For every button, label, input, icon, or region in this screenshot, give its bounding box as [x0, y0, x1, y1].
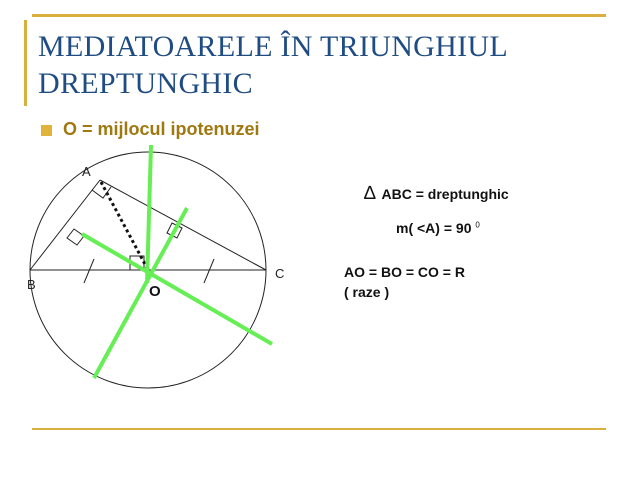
mediator-bc [147, 145, 151, 283]
title-line-1: MEDIATOARELE ÎN TRIUNGHIUL [38, 30, 508, 63]
label-b: B [27, 277, 36, 292]
tick-mark-oc [204, 259, 214, 283]
triangle-icon: ∆ [364, 183, 376, 204]
label-o: O [149, 283, 161, 300]
bullet-text: O = mijlocul ipotenuzei [63, 119, 260, 139]
right-angle-mark-ab [67, 229, 84, 245]
median-ao [101, 182, 147, 268]
radii-note: ( raze ) [344, 284, 390, 300]
title-line-2: DREPTUNGHIC [38, 67, 253, 100]
equality-statement: AO = BO = CO = R [344, 264, 465, 280]
angle-text: m( <A) = 90 [396, 220, 472, 236]
mediator-ab [82, 234, 272, 344]
side-ab [30, 180, 100, 270]
mediator-ac [94, 208, 187, 378]
angle-statement [396, 220, 480, 236]
bottom-accent-rule [32, 428, 606, 430]
degree-mark: 0 [475, 220, 480, 230]
label-a: A [82, 164, 91, 179]
label-c: C [275, 266, 285, 281]
triangle-statement [364, 183, 509, 205]
triangle-text: ABC = dreptunghic [381, 186, 509, 202]
tick-mark-bo [84, 259, 94, 283]
